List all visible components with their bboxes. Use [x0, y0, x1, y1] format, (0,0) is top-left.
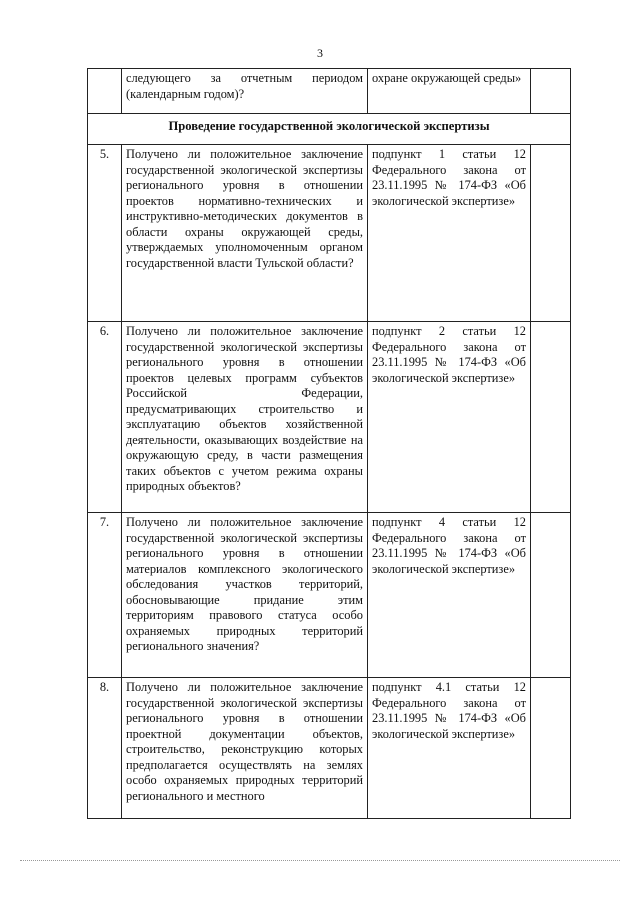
checklist-table	[87, 68, 571, 819]
question-cell: Получено ли положительное заключение государственной экологической экспертизы регионального уровня в отношении проектов нормативно-технических и инструктивно-методических документов в области охраны окружающей среды, утверждаемых уполномоченным органом государственной власти Тульской области?	[122, 145, 368, 322]
legal-reference-cell: подпункт 1 статьи 12 Федерального закона от 23.11.1995 № 174-ФЗ «Об экологической экспертизе»	[368, 145, 531, 322]
question-cell: Получено ли положительное заключение государственной экологической экспертизы регионального уровня в отношении проектов целевых программ субъектов Российской Федерации, предусматривающих строительство и эксплуатацию объектов хозяйственной деятельности, оказывающих воздействие на окружающую среду, в части размещения таких объектов с учетом режима охраны природных объектов?	[122, 322, 368, 513]
answer-cell	[531, 678, 571, 819]
row-number: 7.	[88, 513, 122, 678]
table-row	[88, 513, 571, 678]
section-heading-row	[88, 114, 571, 145]
table-row	[88, 322, 571, 513]
legal-reference-cell: охране окружающей среды»	[368, 69, 531, 114]
legal-reference-cell: подпункт 4.1 статьи 12 Федерального закона от 23.11.1995 № 174-ФЗ «Об экологической экспертизе»	[368, 678, 531, 819]
table-row	[88, 678, 571, 819]
section-title: Проведение государственной экологической экспертизы	[88, 114, 571, 145]
question-cell: Получено ли положительное заключение государственной экологической экспертизы регионального уровня в отношении материалов комплексного экологического обследования участков территорий, обосновывающие придание этим территориям правового статуса особо охраняемых природных территорий регионального значения?	[122, 513, 368, 678]
answer-cell	[531, 69, 571, 114]
answer-cell	[531, 322, 571, 513]
row-number: 8.	[88, 678, 122, 819]
table-row	[88, 145, 571, 322]
table-row-continued	[88, 69, 571, 114]
legal-reference-cell: подпункт 2 статьи 12 Федерального закона от 23.11.1995 № 174-ФЗ «Об экологической экспертизе»	[368, 322, 531, 513]
answer-cell	[531, 145, 571, 322]
question-cell: следующего за отчетным периодом (календарным годом)?	[122, 69, 368, 114]
question-cell: Получено ли положительное заключение государственной экологической экспертизы регионального уровня в отношении проектной документации объектов, строительство, реконструкцию которых предполагается осуществлять на землях особо охраняемых природных территорий регионального и местного	[122, 678, 368, 819]
answer-cell	[531, 513, 571, 678]
legal-reference-cell: подпункт 4 статьи 12 Федерального закона от 23.11.1995 № 174-ФЗ «Об экологической экспертизе»	[368, 513, 531, 678]
row-number: 5.	[88, 145, 122, 322]
row-number-cell	[88, 69, 122, 114]
page-number: 3	[317, 46, 323, 60]
row-number: 6.	[88, 322, 122, 513]
scan-artifact-line	[20, 860, 620, 862]
